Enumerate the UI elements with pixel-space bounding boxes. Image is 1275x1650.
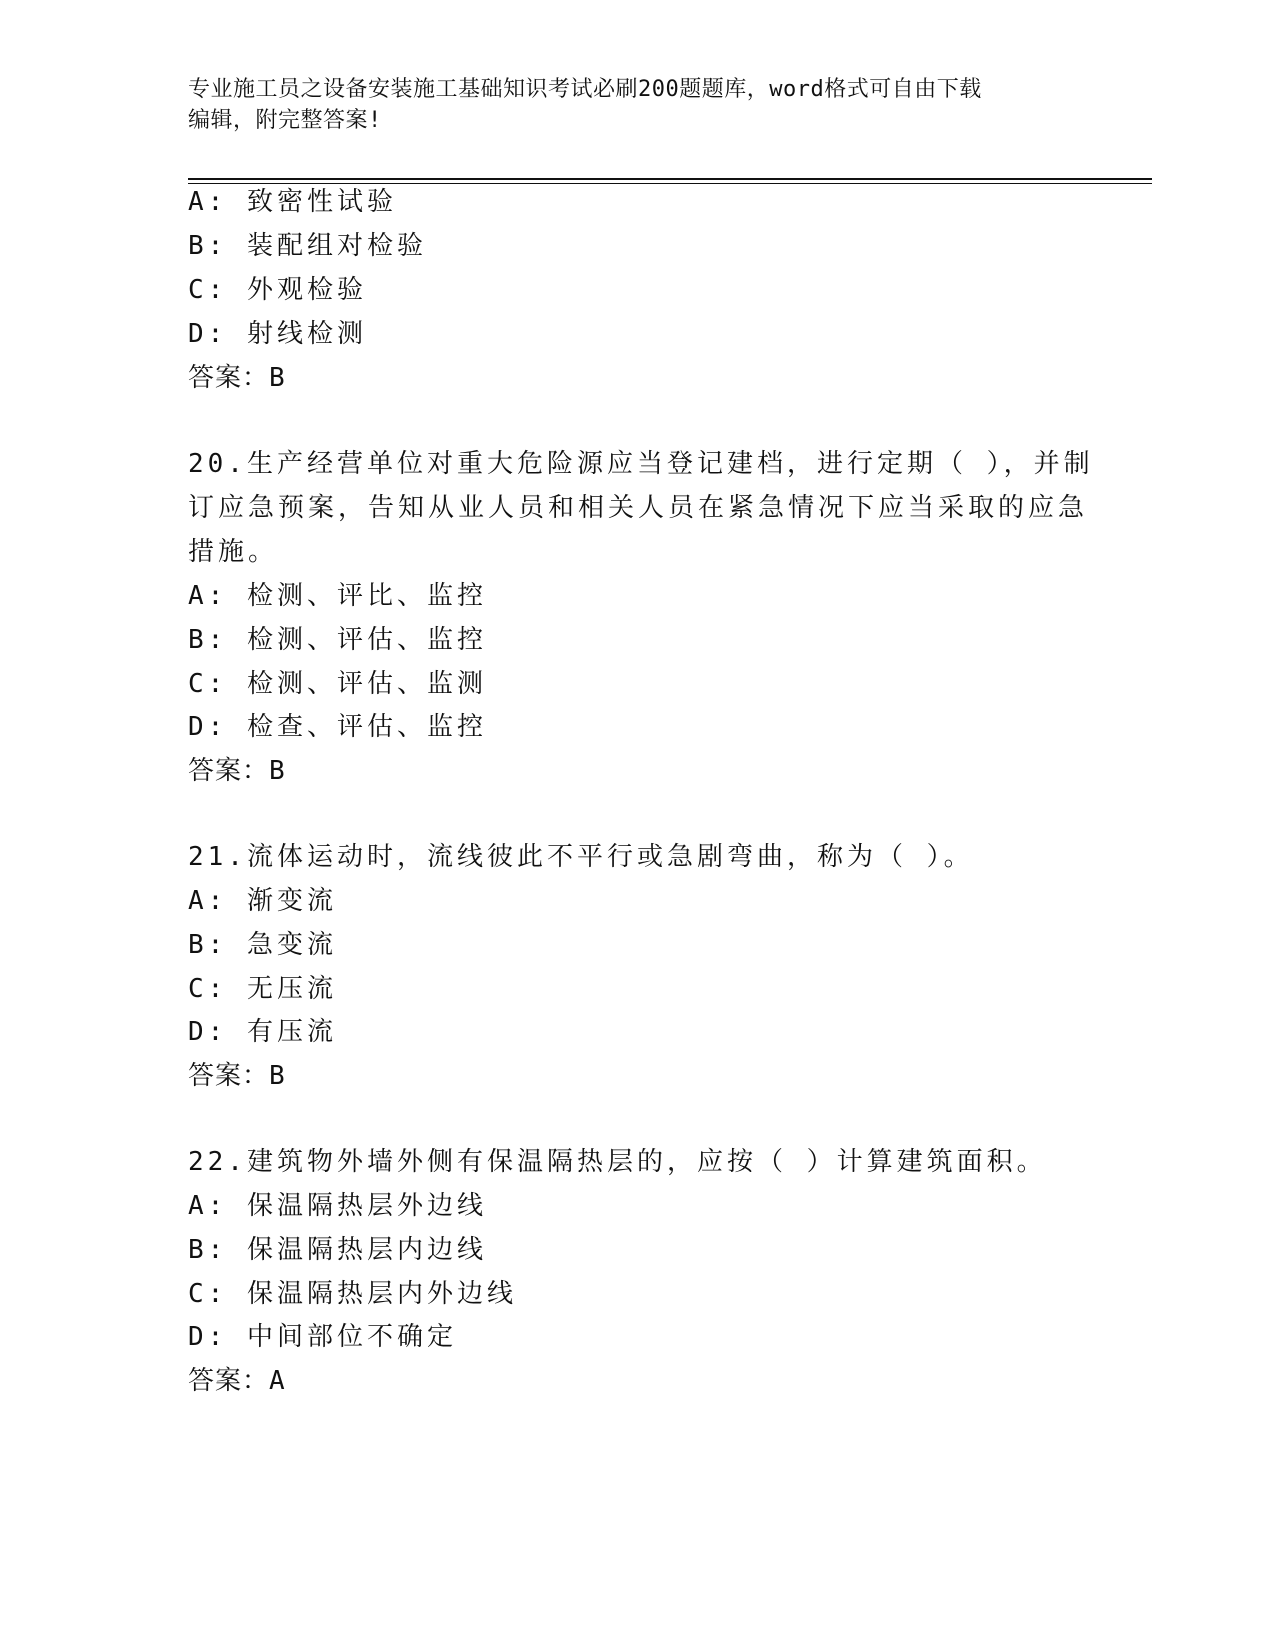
q22-option-d: D: 中间部位不确定 — [188, 1322, 457, 1352]
header-rule-thin — [188, 183, 1152, 184]
q21-answer: 答案：B — [188, 1061, 286, 1091]
q21-option-b: B: 急变流 — [188, 930, 337, 960]
q21-stem: 21.流体运动时，流线彼此不平行或急剧弯曲，称为（ ）。 — [188, 842, 974, 872]
q21-option-d: D: 有压流 — [188, 1017, 337, 1047]
q20-stem-line1: 20.生产经营单位对重大危险源应当登记建档，进行定期（ ），并制 — [188, 449, 1094, 479]
header-rule-thick — [188, 178, 1152, 180]
q20-option-a: A: 检测、评比、监控 — [188, 581, 487, 611]
q21-option-a: A: 渐变流 — [188, 886, 337, 916]
prev-answer: 答案：B — [188, 363, 286, 393]
q20-option-b: B: 检测、评估、监控 — [188, 625, 487, 655]
q20-answer: 答案：B — [188, 756, 286, 786]
header-title-line2: 编辑，附完整答案! — [188, 108, 382, 133]
q21-option-c: C: 无压流 — [188, 974, 337, 1004]
q20-option-c: C: 检测、评估、监测 — [188, 669, 487, 699]
q22-option-a: A: 保温隔热层外边线 — [188, 1191, 487, 1221]
document-header — [188, 74, 1068, 136]
q22-answer: 答案：A — [188, 1366, 286, 1396]
prev-option-a: A: 致密性试验 — [188, 187, 397, 217]
q20-stem-line3: 措施。 — [188, 537, 279, 567]
header-title-line1: 专业施工员之设备安装施工基础知识考试必刷200题题库，word格式可自由下载 — [188, 77, 982, 102]
q22-option-b: B: 保温隔热层内边线 — [188, 1235, 487, 1265]
q20-stem-line2: 订应急预案，告知从业人员和相关人员在紧急情况下应当采取的应急 — [188, 493, 1089, 523]
q20-option-d: D: 检查、评估、监控 — [188, 712, 487, 742]
prev-option-b: B: 装配组对检验 — [188, 231, 427, 261]
q22-stem: 22.建筑物外墙外侧有保温隔热层的，应按（ ）计算建筑面积。 — [188, 1147, 1047, 1177]
q22-option-c: C: 保温隔热层内外边线 — [188, 1279, 517, 1309]
prev-option-d: D: 射线检测 — [188, 319, 367, 349]
prev-option-c: C: 外观检验 — [188, 275, 367, 305]
